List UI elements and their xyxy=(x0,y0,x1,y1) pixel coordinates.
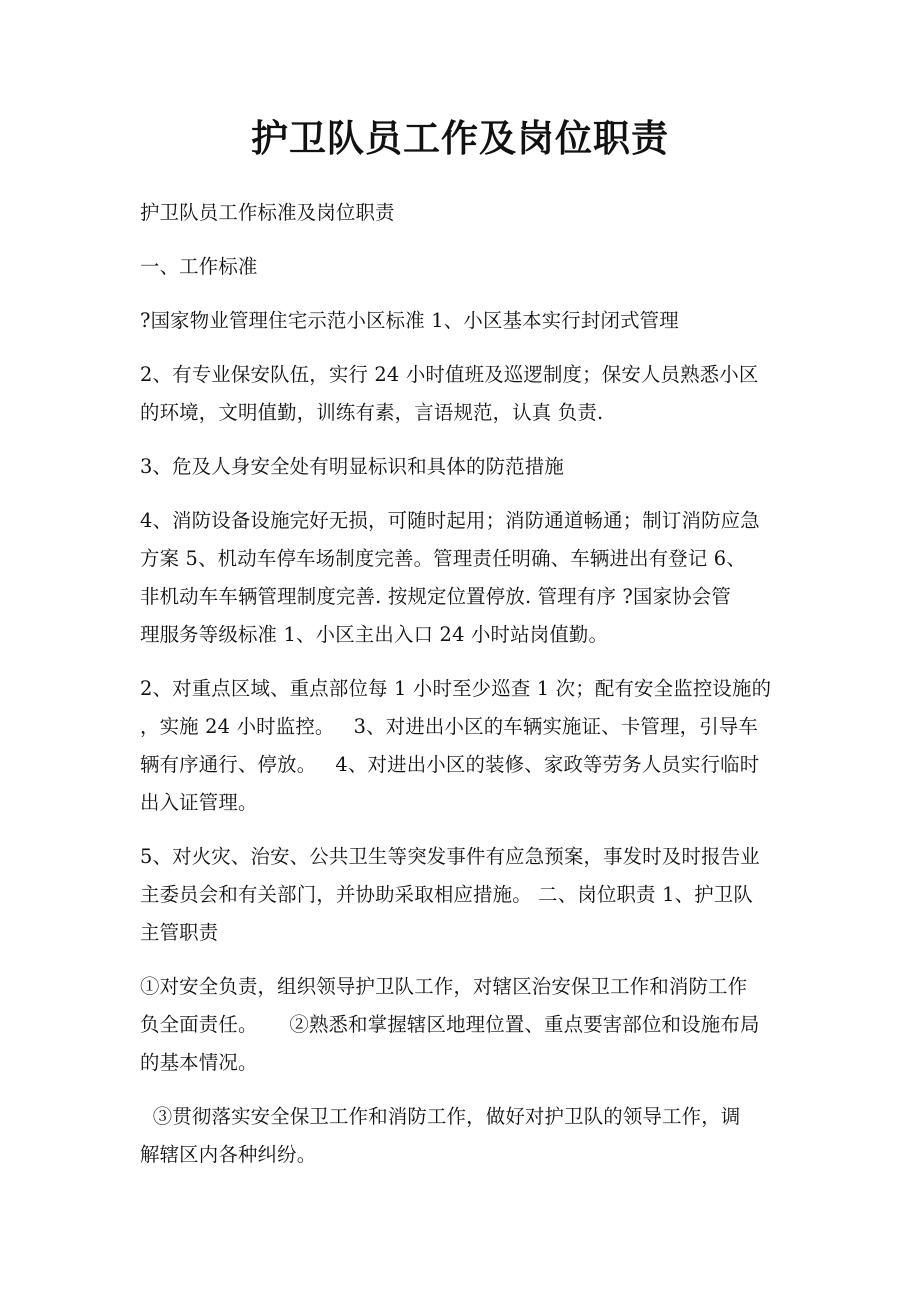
paragraph xyxy=(140,838,800,952)
document-title: 护卫队员工作及岗位职责 xyxy=(251,116,669,160)
paragraph xyxy=(140,248,800,286)
paragraph xyxy=(140,194,800,232)
paragraph xyxy=(140,302,800,340)
text-line: ，实施 24 小时监控。 3、对进出小区的车辆实施证、卡管理，引导车 xyxy=(140,715,758,738)
paragraph xyxy=(140,968,800,1082)
text-line: ③贯彻落实安全保卫工作和消防工作，做好对护卫队的领导工作，调 xyxy=(140,1105,741,1128)
text-line: 4、消防设备设施完好无损，可随时起用；消防通道畅通；制订消防应急 xyxy=(140,509,760,532)
paragraph xyxy=(140,1098,800,1174)
text-line: 理服务等级标准 1、小区主出入口 24 小时站岗值勤。 xyxy=(140,623,609,646)
text-line: 负全面责任。 ②熟悉和掌握辖区地理位置、重点要害部位和设施布局 xyxy=(140,1013,760,1036)
paragraph xyxy=(140,356,800,432)
text-line: 解辖区内各种纠纷。 xyxy=(140,1143,317,1166)
text-line: ?国家物业管理住宅示范小区标准 1、小区基本实行封闭式管理 xyxy=(140,309,679,332)
text-line: 主管职责 xyxy=(140,921,219,944)
text-line: ①对安全负责，组织领导护卫队工作，对辖区治安保卫工作和消防工作 xyxy=(140,975,748,998)
text-line: 护卫队员工作标准及岗位职责 xyxy=(140,201,395,224)
text-line: 方案 5、机动车停车场制度完善。管理责任明确、车辆进出有登记 6、 xyxy=(140,547,746,570)
paragraph xyxy=(140,670,800,822)
paragraph xyxy=(140,448,800,486)
text-line: 的环境，文明值勤，训练有素，言语规范，认真 负责. xyxy=(140,401,604,424)
text-line: 2、对重点区域、重点部位每 1 小时至少巡查 1 次；配有安全监控设施的 xyxy=(140,677,772,700)
text-line: 的基本情况。 xyxy=(140,1051,258,1074)
text-line: 出入证管理。 xyxy=(140,791,258,814)
text-line: 辆有序通行、停放。 4、对进出小区的装修、家政等劳务人员实行临时 xyxy=(140,753,760,776)
text-line: 一、工作标准 xyxy=(140,255,258,278)
text-line: 非机动车车辆管理制度完善. 按规定位置停放. 管理有序 ?国家协会管 xyxy=(140,585,731,608)
text-line: 3、危及人身安全处有明显标识和具体的防范措施 xyxy=(140,455,564,478)
text-line: 主委员会和有关部门，并协助采取相应措施。 二、岗位职责 1、护卫队 xyxy=(140,883,753,906)
paragraph xyxy=(140,502,800,654)
text-line: 5、对火灾、治安、公共卫生等突发事件有应急预案，事发时及时报告业 xyxy=(140,845,760,868)
text-line: 2、有专业保安队伍，实行 24 小时值班及巡逻制度；保安人员熟悉小区 xyxy=(140,363,759,386)
document-body xyxy=(140,194,800,1190)
